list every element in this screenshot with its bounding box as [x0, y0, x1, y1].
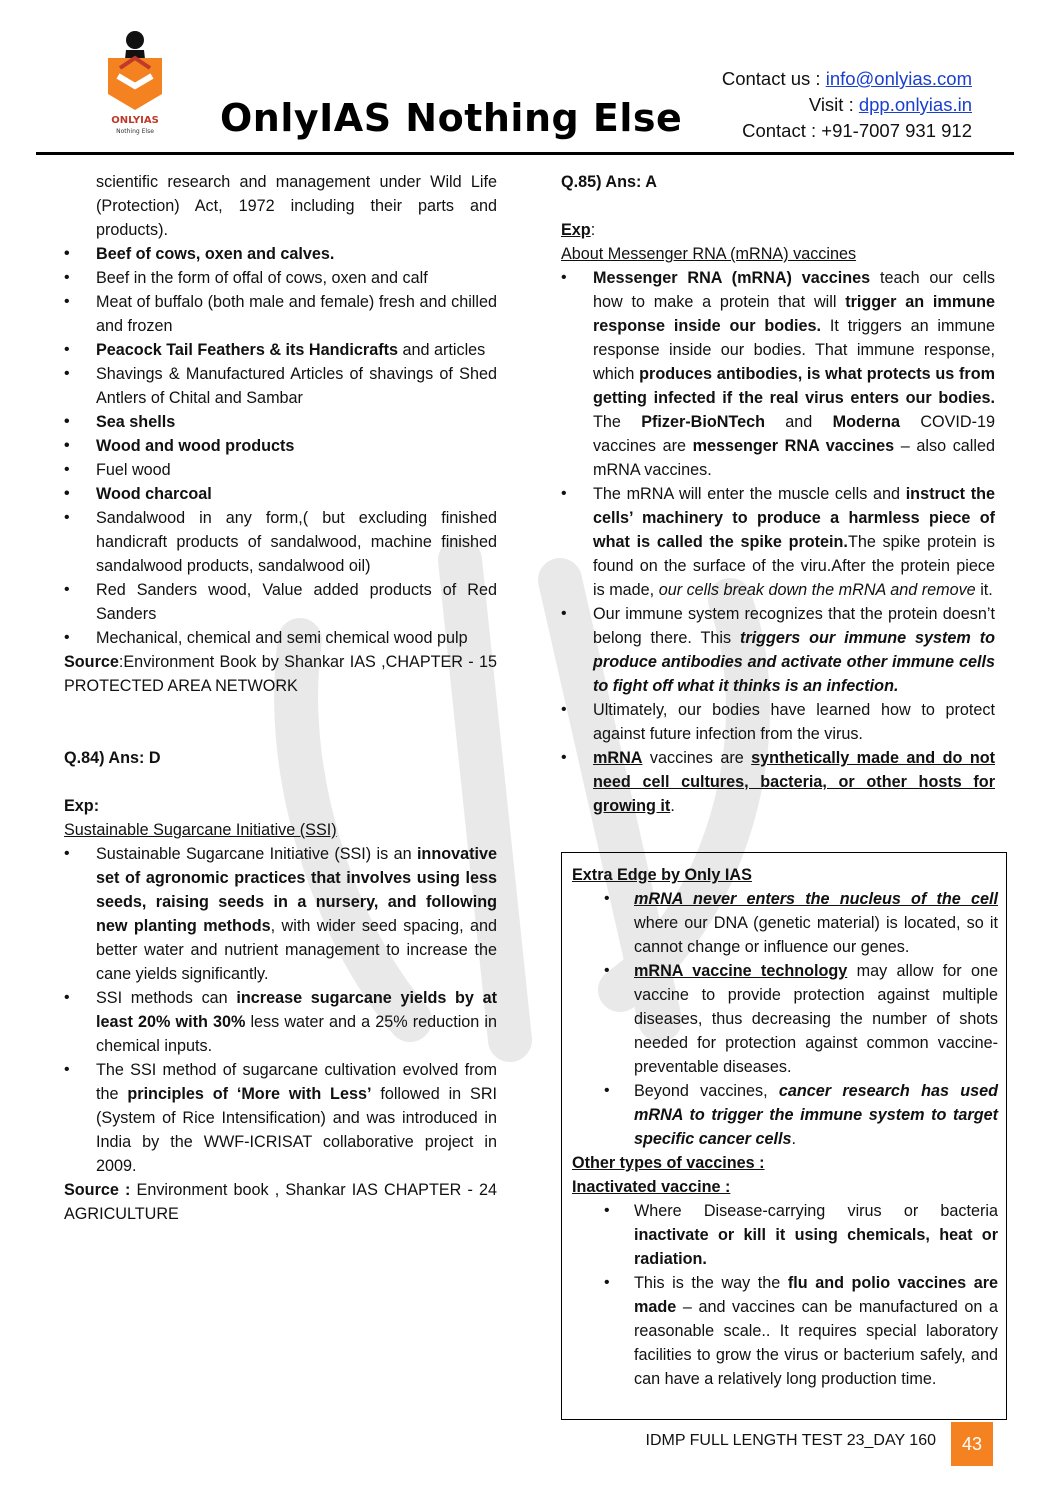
exp-label: Exp: [64, 797, 100, 815]
source-text: Environment book , Shankar IAS CHAPTER - 24 AGRICULTURE [64, 1181, 497, 1223]
text-span: Where Disease-carrying virus or bacteria [634, 1202, 998, 1220]
list-item [561, 746, 995, 818]
text-span: The [593, 413, 621, 431]
text-span-bold: Pfizer-BioNTech [641, 413, 766, 431]
q84-title: Q.84) Ans: D [64, 749, 161, 767]
inactivated-list [572, 1199, 998, 1391]
item-list [64, 242, 497, 650]
page-number: 43 [951, 1422, 993, 1466]
text-span: – also called mRNA vaccines. [593, 437, 995, 479]
list-item [572, 1271, 998, 1391]
continued-text: scientific research and management under Wild Life (Protection) Act, 1972 including their parts and products). [96, 173, 497, 239]
source-label: Source [64, 653, 119, 671]
contact-email-link[interactable]: info@onlyias.com [825, 68, 972, 89]
text-span: less water and a 25% reduction in chemical inputs. [96, 1013, 497, 1055]
text-span-bold: mRNA vaccine technology [634, 962, 848, 980]
text-span-bold-italic: mRNA never enters the nucleus of the cell [634, 890, 998, 908]
list-item: • Wood charcoal [64, 482, 497, 506]
list-item: • Mechanical, chemical and semi chemical wood pulp [64, 626, 497, 650]
text-span-bold: innovative set of agronomic practices that involves using less seeds, raising seeds in a nursery, and following new planting methods [96, 845, 497, 935]
list-item [572, 959, 998, 1079]
text-span-bold: produces antibodies, is what protects us from getting infected if the real virus enters our bodies. [593, 365, 995, 407]
text-span: It triggers an immune response inside our bodies. That immune response, which [593, 317, 996, 383]
text-span: COVID-19 vaccines are [593, 413, 996, 455]
list-item [64, 986, 497, 1058]
text-span: teach our cells how to make a protein that will [593, 269, 996, 311]
text-span-bold: principles of ‘More with Less’ [127, 1085, 372, 1103]
list-item: • Beef of cows, oxen and calves. [64, 242, 497, 266]
text-span: where our DNA (genetic material) is located, so it cannot change or influence our genes. [634, 914, 998, 956]
list-item: • Meat of buffalo (both male and female) fresh and chilled and frozen [64, 290, 497, 338]
footer-test-name: IDMP FULL LENGTH TEST 23_DAY 160 [645, 1432, 936, 1449]
text-span: SSI methods can [96, 989, 228, 1007]
list-item-bold: Peacock Tail Feathers & its Handicrafts [96, 341, 398, 359]
exp-label: Exp [561, 221, 591, 239]
text-span-bold: trigger an immune response inside our bodies. [593, 293, 995, 335]
text-span: followed in SRI (System of Rice Intensification) and was introduced in India by the WWF-ICRISAT collaborative project in 2009. [96, 1085, 498, 1175]
ssi-list [64, 842, 497, 1178]
text-span-bold: flu and polio vaccines are made [634, 1274, 998, 1316]
list-item [572, 1079, 998, 1151]
visit-url-link[interactable]: dpp.onlyias.in [858, 94, 972, 115]
list-item [561, 266, 995, 482]
text-span-bold: instruct the cells’ machinery to produce a harmless piece of what is called the spike protein. [593, 485, 996, 551]
onlyias-logo [100, 28, 170, 136]
visit-label: Visit : [808, 94, 854, 115]
list-item: • Shavings & Manufactured Articles of shavings of Shed Antlers of Chital and Sambar [64, 362, 497, 410]
list-item [572, 887, 998, 959]
text-span: Our immune system recognizes that the protein doesn’t belong there. This [593, 605, 995, 647]
svg-text:ONLYIAS: ONLYIAS [111, 115, 159, 126]
exp-colon: : [590, 221, 596, 239]
list-item [64, 842, 497, 986]
list-item: • Sandalwood in any form,( but excluding finished handicraft products of sandalwood, machine finished sandalwood products, sandalwood oil) [64, 506, 497, 578]
list-item: • Fuel wood [64, 458, 497, 482]
text-span-bold: inactivate or kill it using chemicals, heat or radiation. [634, 1226, 998, 1268]
ssi-heading: Sustainable Sugarcane Initiative (SSI) [64, 821, 337, 839]
list-item: • Sea shells [64, 410, 497, 434]
list-item: • Beef in the form of offal of cows, oxen and calf [64, 266, 497, 290]
list-item-rest: and articles [402, 341, 486, 359]
box-title: Extra Edge by Only IAS [572, 866, 752, 884]
text-span: The spike protein is found on the surface of the viru.After the protein piece is made, [593, 533, 995, 599]
text-span-bold: increase sugarcane yields by at least 20% with 30% [96, 989, 498, 1031]
list-item [64, 1058, 497, 1178]
left-column [64, 170, 497, 1226]
text-span: vaccines are [649, 749, 744, 767]
text-span-bold: Moderna [832, 413, 901, 431]
q85-title: Q.85) Ans: A [561, 173, 657, 191]
header-divider [36, 152, 1014, 155]
mrna-heading: About Messenger RNA (mRNA) vaccines [561, 245, 857, 263]
list-item: • Red Sanders wood, Value added products of Red Sanders [64, 578, 497, 626]
text-span: . [670, 797, 675, 815]
text-span: Beyond vaccines, [634, 1082, 768, 1100]
contact-label: Contact us : [721, 68, 821, 89]
text-span: The SSI method of sugarcane cultivation evolved from the [96, 1061, 497, 1103]
text-span-bold: messenger RNA vaccines [692, 437, 895, 455]
list-item: • Wood and wood products [64, 434, 497, 458]
extra-edge-box [561, 852, 1007, 1420]
contact-block [722, 66, 972, 144]
text-span-bold: synthetically made and do not need cell cultures, bacteria, or other hosts for growing it [593, 749, 995, 815]
text-span: may allow for one vaccine to provide protection against multiple diseases, thus decreasing the number of shots needed for protection against common vaccine-preventable diseases. [634, 962, 999, 1076]
list-item [572, 1199, 998, 1271]
source-note [64, 650, 497, 698]
exp-line [561, 218, 995, 242]
list-item [561, 602, 995, 698]
other-vaccines-heading: Other types of vaccines : [572, 1154, 765, 1172]
extra-edge-list [572, 887, 998, 1151]
inactivated-heading: Inactivated vaccine : [572, 1178, 731, 1196]
text-span-bold-italic: cancer research has used mRNA to trigger the immune system to target specific cancer cells [634, 1082, 998, 1148]
list-item [64, 338, 497, 362]
right-column [561, 170, 995, 818]
source-text: :Environment Book by Shankar IAS ,CHAPTER - 15 PROTECTED AREA NETWORK [64, 653, 497, 695]
text-span: This is the way the [634, 1274, 781, 1292]
text-span: The mRNA will enter the muscle cells and [593, 485, 900, 503]
text-span: Sustainable Sugarcane Initiative (SSI) is an [96, 845, 412, 863]
list-item [561, 482, 995, 602]
text-span-italic: our cells break down the mRNA and remove [658, 581, 976, 599]
brand-title: OnlyIAS Nothing Else [220, 96, 683, 140]
contact-phone: Contact : +91-7007 931 912 [742, 120, 972, 141]
text-span: and [785, 413, 813, 431]
text-span: , with wider seed spacing, and better water and nutrient management to increase the cane yields significantly. [96, 917, 498, 983]
text-span-bold: Messenger RNA (mRNA) vaccines [593, 269, 871, 287]
text-span: – and vaccines can be manufactured on a reasonable scale.. It requires special laboratory facilities to grow the virus or bacterium safely, and can have a relatively long production time. [634, 1298, 998, 1388]
mrna-list [561, 266, 995, 818]
text-span: . [791, 1130, 796, 1148]
source-label: Source : [64, 1181, 131, 1199]
text-span: it. [980, 581, 993, 599]
text-span-bold-italic: triggers our immune system to produce antibodies and activate other immune cells to fight off what it thinks is an infection. [593, 629, 995, 695]
source-note [64, 1178, 497, 1226]
text-span-bold: mRNA [593, 749, 643, 767]
list-item: • Ultimately, our bodies have learned how to protect against future infection from the virus. [561, 698, 995, 746]
svg-text:Nothing Else: Nothing Else [116, 128, 154, 135]
